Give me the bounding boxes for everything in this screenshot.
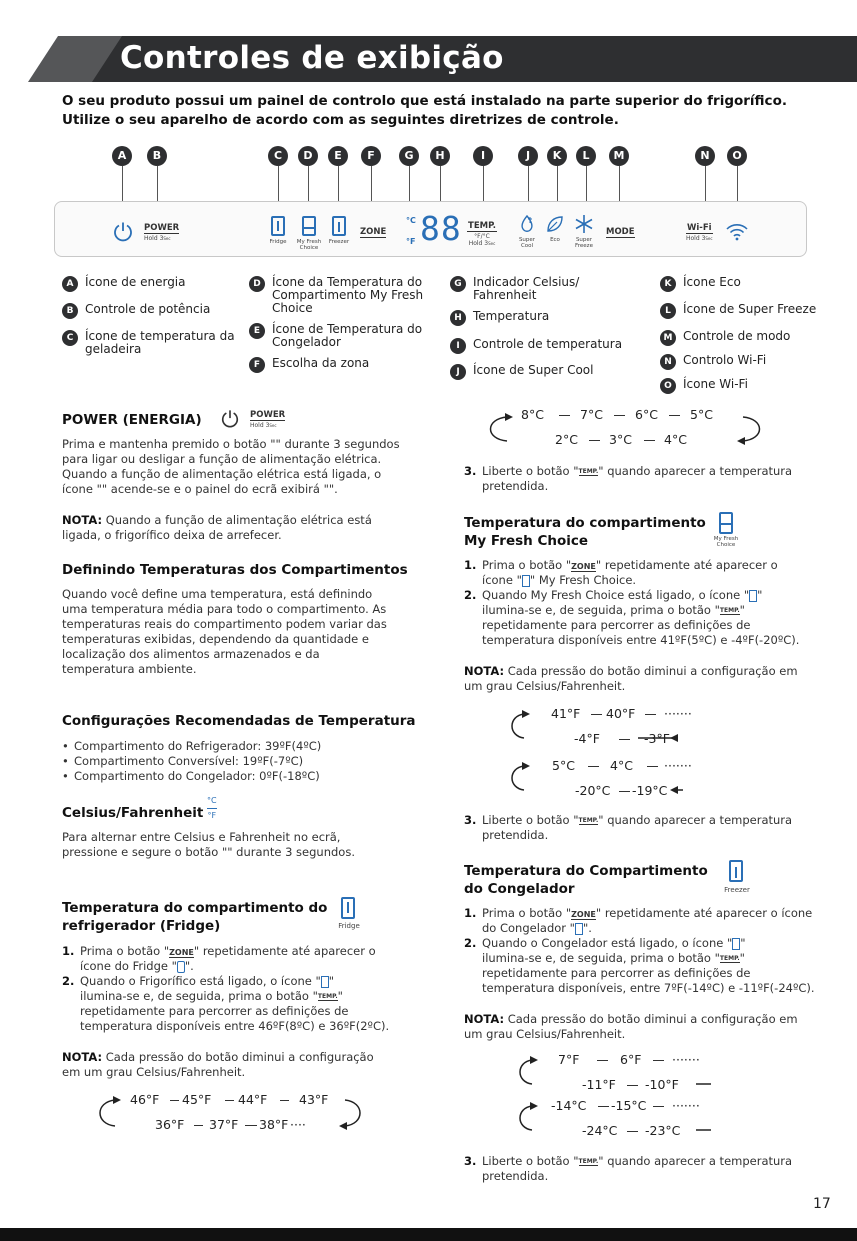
legend-item: I Controle de temperatura — [450, 338, 645, 354]
celsius-paragraph: Para alternar entre Celsius e Fahrenheit no ecrã, pressione e segure o botão "" durante 3 segundos. — [62, 830, 355, 859]
callout-d: D — [298, 146, 318, 166]
cycle-value: 46°F — [130, 1092, 160, 1107]
mfc-heading: Temperatura do compartimento My Fresh Choice — [464, 515, 706, 549]
cycle-value: 5°C — [552, 758, 575, 773]
cycle-value: -23°C — [645, 1123, 681, 1138]
legend-col-4 — [660, 276, 850, 394]
separator — [591, 714, 602, 715]
cycle-value: -14°C — [551, 1098, 587, 1113]
mfc-note: NOTA: Cada pressão do botão diminui a configuração em um grau Celsius/Fahrenheit. — [464, 664, 798, 693]
callout-e: E — [328, 146, 348, 166]
cycle-value: -15°C — [611, 1098, 647, 1113]
cycle-value: -19°C — [632, 783, 668, 798]
cycle-dots: ······· — [664, 758, 692, 773]
super-freeze-icon[interactable] — [574, 214, 594, 234]
step: 1. Prima o botão "ZONE" repetidamente até aparecer o ícone " " My Fresh Choice. — [464, 558, 778, 587]
freezer-icon-label: Freezer — [724, 886, 750, 894]
cycle-value: 44°F — [238, 1092, 268, 1107]
zone-button[interactable]: ZONE — [360, 227, 387, 237]
fridge-icon-label: Fridge — [338, 922, 360, 930]
cycle-value: -11°F — [582, 1077, 616, 1092]
leader-line — [409, 166, 410, 204]
leader-line — [705, 166, 706, 204]
fridge-note: NOTA: Cada pressão do botão diminui a configuração em um grau Celsius/Fahrenheit. — [62, 1050, 374, 1079]
cycle-value: 7°C — [580, 407, 603, 422]
callout-m: M — [609, 146, 629, 166]
callout-o: O — [727, 146, 747, 166]
legend-item: B Controle de potência — [62, 303, 247, 319]
my-fresh-choice-icon — [302, 216, 316, 236]
step: 2. Quando o Frigorífico está ligado, o ícone " " ilumina-se e, de seguida, prima o botão "TEMP." repetidamente para percorrer as definições de temperatura disponíveis entre 46ºF(8ºC) e 36ºF(2ºC). — [62, 974, 390, 1033]
legend-col-3 — [450, 276, 645, 380]
cycle-value: 38°F — [259, 1117, 289, 1132]
legend-item: G Indicador Celsius/ Fahrenheit — [450, 276, 645, 302]
callout-f: F — [361, 146, 381, 166]
list-item: • Compartimento do Refrigerador: 39ºF(4ºC) — [62, 739, 322, 753]
separator — [245, 1125, 257, 1126]
cycle-value: -3°F — [644, 731, 670, 746]
callout-n: N — [695, 146, 715, 166]
leader-line — [338, 166, 339, 204]
freezer-icon — [332, 216, 346, 236]
fridge-steps — [62, 944, 402, 1034]
legend-item: D Ícone da Temperatura do Compartimento My Fresh Choice — [249, 276, 439, 315]
cycle-value: 41°F — [551, 706, 581, 721]
wifi-icon — [725, 221, 749, 241]
separator — [280, 1100, 289, 1101]
callout-h: H — [430, 146, 450, 166]
super-freeze-label: Super Freeze — [575, 237, 593, 249]
cycle-value: 43°F — [299, 1092, 329, 1107]
page-number: 17 — [813, 1196, 831, 1212]
super-cool-label: Super Cool — [518, 237, 536, 249]
step: 1. Prima o botão "ZONE" repetidamente até aparecer o ícone do Fridge " ". — [62, 944, 376, 973]
mfc-step-3: 3. Liberte o botão "TEMP." quando aparecer a temperatura pretendida. — [464, 813, 793, 842]
separator — [614, 415, 625, 416]
step: 1. Prima o botão "ZONE" repetidamente até aparecer o ícone do Congelador " ". — [464, 906, 813, 935]
temp-button[interactable]: TEMP. °F/°C Hold 3Sec — [468, 221, 496, 247]
callout-l: L — [576, 146, 596, 166]
cycle-dots: ······· — [672, 1098, 700, 1113]
fridge-heading: Temperatura do compartimento do refrigerador (Fridge) — [62, 900, 328, 934]
separator — [619, 791, 630, 792]
separator — [644, 440, 655, 441]
cycle-value: 6°C — [635, 407, 658, 422]
my-fresh-choice-icon — [719, 512, 733, 534]
mfc-steps — [464, 558, 809, 648]
super-cool-icon[interactable] — [518, 214, 536, 234]
legend-col-2 — [249, 276, 439, 373]
recommended-list — [62, 739, 402, 784]
cycle-value: -10°F — [645, 1077, 679, 1092]
fridge-step-3: 3. Liberte o botão "TEMP." quando aparecer a temperatura pretendida. — [464, 464, 793, 493]
defining-heading: Definindo Temperaturas dos Compartimentos — [62, 562, 408, 578]
cycle-value: 45°F — [182, 1092, 212, 1107]
cycle-value: 3°C — [609, 432, 632, 447]
separator — [619, 739, 630, 740]
cycle-value: 8°C — [521, 407, 544, 422]
power-note: NOTA: Quando a função de alimentação elétrica está ligada, o frigorífico deixa de arrefecer. — [62, 513, 372, 542]
separator — [559, 415, 570, 416]
cycle-value: -4°F — [574, 731, 600, 746]
separator — [627, 1085, 638, 1086]
cycle-value: 5°C — [690, 407, 713, 422]
separator — [645, 714, 656, 715]
separator — [588, 766, 599, 767]
temperature-display: 88 — [420, 209, 462, 248]
power-paragraph: Prima e mantenha premido o botão "" durante 3 segundos para ligar ou desligar a função de alimentação elétrica. Quando a função de alimentação elétrica está ligada, o ícone "" acende-se e o painel do ecrã exibirá "". — [62, 437, 400, 496]
leader-line — [157, 166, 158, 204]
leader-line — [278, 166, 279, 204]
separator — [170, 1100, 179, 1101]
mfc-icon-label: My Fresh Choice — [713, 536, 739, 548]
separator — [597, 1060, 608, 1061]
fahrenheit-indicator: °F — [406, 237, 416, 246]
leader-line — [619, 166, 620, 204]
cycle-dots: ······· — [664, 706, 692, 721]
cycle-value: 4°C — [664, 432, 687, 447]
step: 2. Quando o Congelador está ligado, o ícone " " ilumina-se e, de seguida, prima o botão "TEMP." repetidamente para percorrer as definições de temperatura disponíveis, entre 7ºF(-14ºC) e -11ºF(-24ºC). — [464, 936, 815, 995]
power-icon — [220, 409, 240, 429]
callout-j: J — [518, 146, 538, 166]
legend-item: O Ícone Wi-Fi — [660, 378, 850, 394]
cycle-value: 40°F — [606, 706, 636, 721]
separator — [653, 1106, 664, 1107]
list-item: • Compartimento Conversível: 19ºF(-7ºC) — [62, 754, 304, 768]
recommended-heading: Configurações Recomendadas de Temperatura — [62, 713, 416, 729]
callout-c: C — [268, 146, 288, 166]
separator — [653, 1060, 664, 1061]
fridge-label: Fridge — [269, 239, 287, 245]
callout-i: I — [473, 146, 493, 166]
separator — [647, 766, 658, 767]
freezer-step-3: 3. Liberte o botão "TEMP." quando aparecer a temperatura pretendida. — [464, 1154, 793, 1183]
cycle-dots: ···· — [290, 1117, 306, 1132]
cycle-value: -20°C — [575, 783, 611, 798]
mode-button[interactable]: MODE — [606, 227, 635, 237]
legend-item: M Controle de modo — [660, 330, 850, 346]
celsius-heading: Celsius/Fahrenheit — [62, 805, 204, 821]
legend-item: K Ícone Eco — [660, 276, 850, 292]
celsius-fahrenheit-icon: °C °F — [207, 796, 217, 820]
cycle-value: -24°C — [582, 1123, 618, 1138]
separator — [627, 1131, 638, 1132]
freezer-label: Freezer — [328, 239, 350, 245]
eco-label: Eco — [550, 237, 560, 243]
leader-line — [371, 166, 372, 204]
power-button[interactable]: POWER Hold 3Sec — [144, 223, 180, 242]
separator — [589, 440, 600, 441]
cycle-value: 7°F — [558, 1052, 580, 1067]
footer-bar — [0, 1228, 857, 1241]
leader-line — [122, 166, 123, 204]
cycle-value: 37°F — [209, 1117, 239, 1132]
legend-item: A Ícone de energia — [62, 276, 247, 292]
legend-col-1 — [62, 276, 247, 356]
freezer-icon — [729, 860, 743, 882]
cycle-value: 4°C — [610, 758, 633, 773]
callout-a: A — [112, 146, 132, 166]
cycle-value: 6°F — [620, 1052, 642, 1067]
my-fresh-choice-label: My Fresh Choice — [296, 239, 322, 251]
legend-item: J Ícone de Super Cool — [450, 364, 645, 380]
leader-line — [440, 166, 441, 204]
fridge-icon — [341, 897, 355, 919]
leader-line — [737, 166, 738, 204]
callout-k: K — [547, 146, 567, 166]
separator — [225, 1100, 234, 1101]
callout-b: B — [147, 146, 167, 166]
power-button-graphic: POWER Hold 3Sec — [250, 410, 286, 429]
eco-icon[interactable] — [545, 214, 565, 234]
power-heading: POWER (ENERGIA) — [62, 412, 202, 428]
intro-text: O seu produto possui um painel de controlo que está instalado na parte superior do frigorífico. Utilize o seu aparelho de acordo com as seguintes diretrizes de controle. — [62, 93, 787, 128]
freezer-steps — [464, 906, 819, 996]
leader-line — [483, 166, 484, 204]
legend-item: N Controlo Wi-Fi — [660, 354, 850, 370]
leader-line — [528, 166, 529, 204]
separator — [194, 1125, 203, 1126]
wifi-button[interactable]: Wi-Fi Hold 3Sec — [686, 223, 713, 242]
legend-item: F Escolha da zona — [249, 357, 439, 373]
fridge-icon — [271, 216, 285, 236]
cycle-value: 36°F — [155, 1117, 185, 1132]
separator — [598, 1106, 609, 1107]
separator — [669, 415, 680, 416]
legend-item: L Ícone de Super Freeze — [660, 303, 850, 319]
cycle-value: 2°C — [555, 432, 578, 447]
legend-item: H Temperatura — [450, 310, 645, 326]
freezer-heading: Temperatura do Compartimento do Congelador — [464, 863, 708, 897]
page-title: Controles de exibição — [120, 40, 504, 76]
power-icon[interactable] — [112, 221, 134, 243]
defining-paragraph: Quando você define uma temperatura, está definindo uma temperatura média para todo o compartimento. As temperaturas reais do compartimento podem variar das temperaturas exibidas, dependendo da quantidade e localização dos alimentos armazenados e da temperatura ambiente. — [62, 587, 387, 676]
list-item: • Compartimento do Congelador: 0ºF(-18ºC) — [62, 769, 320, 783]
step: 2. Quando My Fresh Choice está ligado, o ícone " " ilumina-se e, de seguida, prima o botão "TEMP." repetidamente para percorrer as definições de temperatura disponíveis entre 41ºF(5ºC) e -4ºF(-20ºC). — [464, 588, 800, 647]
celsius-indicator: °C — [406, 216, 416, 225]
legend-item: E Ícone de Temperatura do Congelador — [249, 323, 439, 349]
freezer-note: NOTA: Cada pressão do botão diminui a configuração em um grau Celsius/Fahrenheit. — [464, 1012, 798, 1041]
leader-line — [308, 166, 309, 204]
cycle-dots: ······· — [672, 1052, 700, 1067]
callout-g: G — [399, 146, 419, 166]
legend-item: C Ícone de temperatura da geladeira — [62, 330, 247, 356]
leader-line — [557, 166, 558, 204]
leader-line — [586, 166, 587, 204]
